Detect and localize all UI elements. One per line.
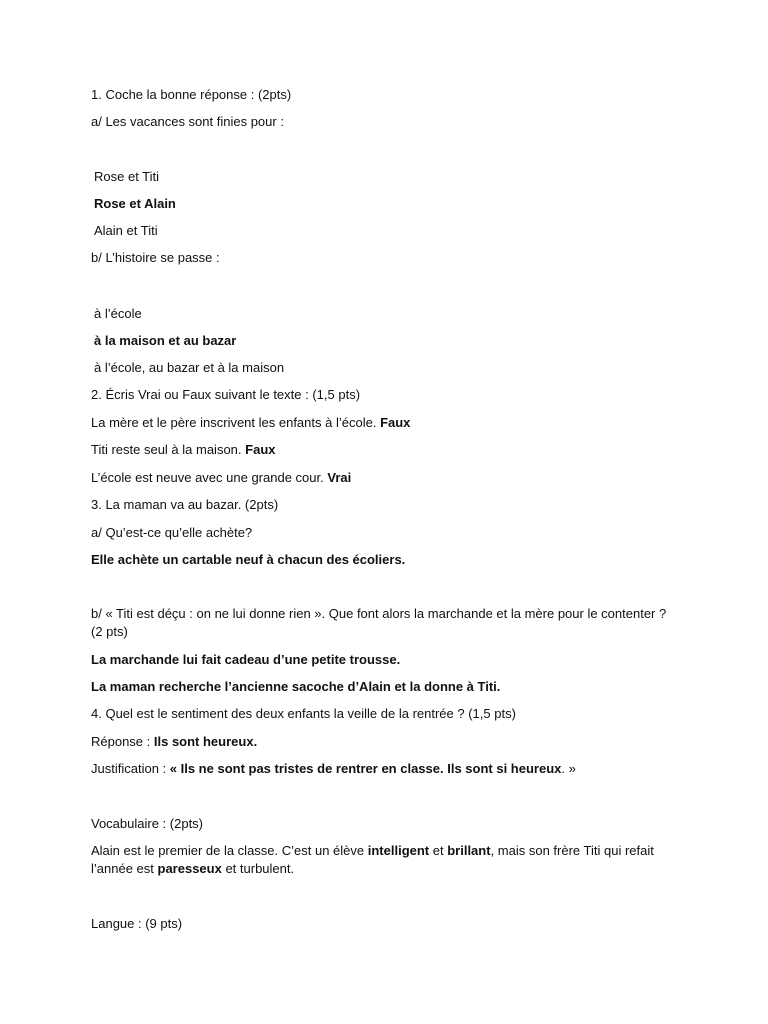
- q4-justification-label: Justification :: [91, 761, 170, 776]
- q4-answer: Ils sont heureux.: [153, 734, 258, 749]
- q1a-option-3: Alain et Titi: [94, 223, 158, 238]
- q3a-prompt: a/ Qu’est-ce qu’elle achète?: [91, 525, 253, 540]
- vocab-word-intelligent: intelligent: [367, 843, 430, 858]
- q4-answer-label: Réponse :: [91, 734, 154, 749]
- q1-heading: 1. Coche la bonne réponse : (2pts): [91, 87, 292, 102]
- vocab-heading: Vocabulaire : (2pts): [91, 816, 204, 831]
- q2-item-1-statement: La mère et le père inscrivent les enfants à l’école.: [91, 415, 377, 430]
- vocab-word-brillant: brillant: [447, 843, 491, 858]
- q1b-prompt: b/ L’histoire se passe :: [91, 250, 220, 265]
- q1b-option-3: à l’école, au bazar et à la maison: [94, 360, 285, 375]
- q2-item-2-answer: Faux: [245, 442, 276, 457]
- q4-justification-open-quote: «: [169, 761, 181, 776]
- q1a-option-1: Rose et Titi: [94, 169, 160, 184]
- vocab-text-2: et: [429, 843, 448, 858]
- q2-heading: 2. Écris Vrai ou Faux suivant le texte : (1,5 pts): [91, 387, 361, 402]
- q1b-option-2-correct: à la maison et au bazar: [94, 333, 237, 348]
- q3b-answer-1: La marchande lui fait cadeau d’une petite trousse.: [91, 652, 401, 667]
- q4-heading: 4. Quel est le sentiment des deux enfants la veille de la rentrée ? (1,5 pts): [91, 706, 516, 721]
- q2-item-1-answer: Faux: [380, 415, 411, 430]
- q3b-answer-2: La maman recherche l’ancienne sacoche d’Alain et la donne à Titi.: [91, 679, 501, 694]
- vocab-paragraph: [91, 842, 681, 878]
- q2-item-3-answer: Vrai: [327, 470, 352, 485]
- langue-heading: Langue : (9 pts): [91, 916, 183, 931]
- q3a-answer: Elle achète un cartable neuf à chacun des écoliers.: [91, 552, 406, 567]
- q2-item-2: [91, 441, 276, 459]
- vocab-text-3: , mais son frère Titi qui refait l’année est: [91, 843, 654, 876]
- vocab-word-paresseux: paresseux: [157, 861, 222, 876]
- q4-justification-text: Ils ne sont pas tristes de rentrer en classe. Ils sont si heureux: [180, 761, 562, 776]
- vocab-text-4: et turbulent.: [221, 861, 295, 876]
- q3b-prompt: b/ « Titi est déçu : on ne lui donne rien ». Que font alors la marchande et la mère pour le contenter ? (2 pts): [91, 606, 667, 639]
- q2-item-3: [91, 469, 351, 487]
- q3-heading: 3. La maman va au bazar. (2pts): [91, 497, 279, 512]
- q2-item-2-statement: Titi reste seul à la maison.: [91, 442, 242, 457]
- q4-answer-line: [91, 733, 257, 751]
- q2-item-3-statement: L’école est neuve avec une grande cour.: [91, 470, 324, 485]
- q1a-prompt: a/ Les vacances sont finies pour :: [91, 114, 284, 129]
- q2-item-1: [91, 414, 410, 432]
- vocab-text-1: Alain est le premier de la classe. C’est un élève: [91, 843, 368, 858]
- q4-justification-line: [91, 760, 576, 778]
- q1b-option-1: à l’école: [94, 306, 142, 321]
- q4-justification-close-quote: . »: [561, 761, 576, 776]
- q1a-option-2-correct: Rose et Alain: [94, 196, 176, 211]
